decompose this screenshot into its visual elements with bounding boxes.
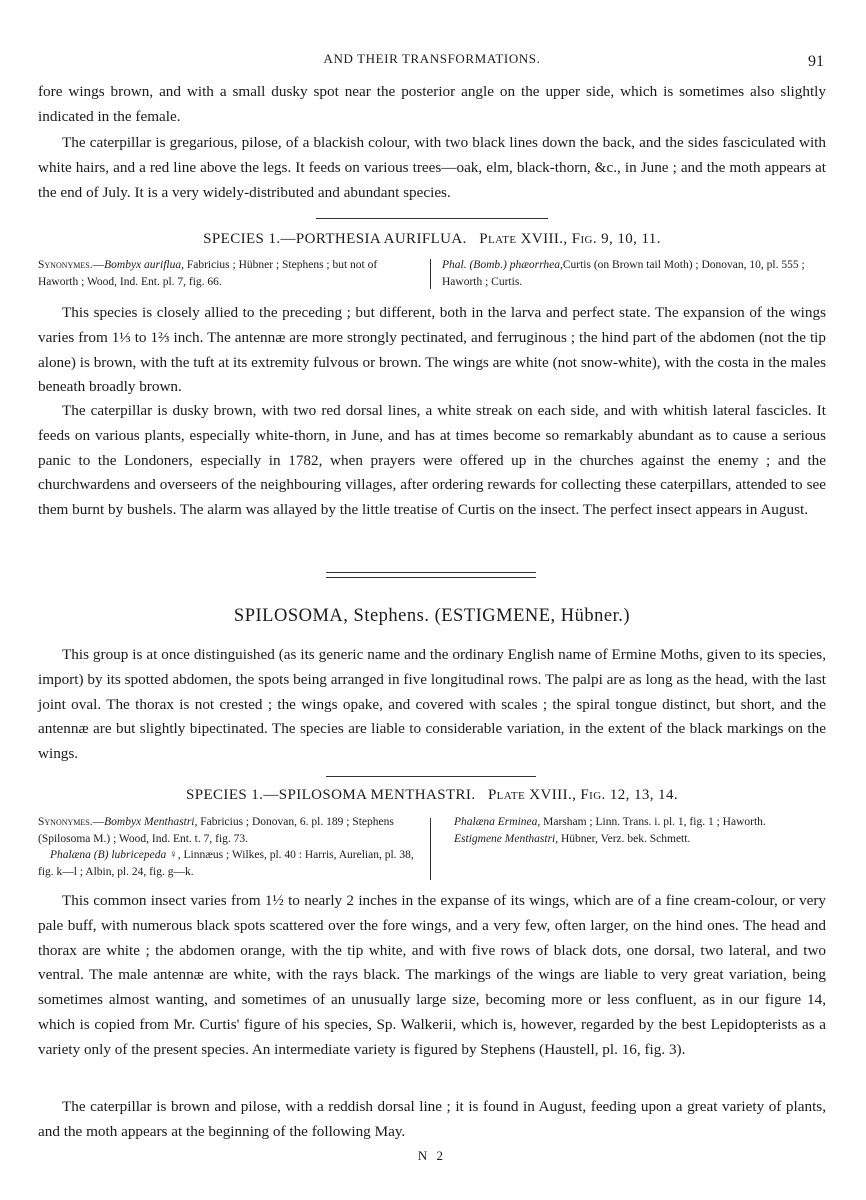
synonym-entry — [38, 847, 422, 880]
porthesia-paragraph-1: This species is closely allied to the preceding ; but different, both in the larva and perfect state. The expansion of the wings varies from 1⅓ to 1⅔ inch. The antennæ are more strongly pectinated, and ferruginous ; the hind part of the abdomen (not the tip alone) is brown, with the tuft at its extremity fulvous or brown. The wings are white (not snow-white), with the costa in the males beneath broadly brown. — [38, 304, 826, 396]
genus-heading-spilosoma: SPILOSOMA, Stephens. (ESTIGMENE, Hübner.) — [233, 606, 631, 626]
species-title: SPECIES 1.—PORTHESIA AURIFLUA. — [203, 231, 467, 247]
synonyms-label: Synonymes.— — [38, 816, 105, 828]
synonyms-left-spilosoma — [38, 814, 422, 880]
signature-mark: N 2 — [417, 1148, 447, 1163]
synonym-text: Fabricius ; Donovan, 6. pl. 189 ; Stephens (Spilosoma M.) ; Wood, Ind. Ent. t. 7, fig. 73. — [38, 816, 394, 845]
synonym-name: Estigmene Menthastri, — [454, 832, 559, 845]
running-head: AND THEIR TRANSFORMATIONS. — [323, 51, 541, 66]
synonym-text: Fabricius ; Hübner ; Stephens ; but not of Haworth ; Wood, Ind. Ent. pl. 7, fig. 66. — [38, 259, 378, 288]
synonyms-divider — [430, 259, 431, 289]
synonym-entry — [38, 814, 422, 847]
page-header — [38, 47, 826, 69]
intro-paragraph-2: The caterpillar is gregarious, pilose, of a blackish colour, with two black lines down the back, and the sides fasciculated with white hairs, and a red line above the legs. It feeds on various trees—oak, elm, black-thorn, &c., in June ; and the moth appears at the end of July. It is a very widely-distributed and abundant species. — [38, 134, 826, 201]
synonym-name: Bombyx Menthastri, — [104, 816, 198, 828]
synonym-text: Linnæus ; Wilkes, pl. 40 : Harris, Aurelian, pl. 38, fig. k—l ; Albin, pl. 24, fig. g—k. — [38, 849, 414, 878]
synonyms-left-porthesia — [38, 257, 414, 290]
section-rule — [316, 218, 548, 219]
species-title: SPECIES 1.—SPILOSOMA MENTHASTRI. — [185, 787, 476, 803]
synonym-text: Hübner, Verz. bek. Schmett. — [558, 832, 691, 845]
plate-reference: Plate XVIII., Fig. 9, 10, 11. — [479, 231, 661, 247]
synonyms-right-porthesia — [442, 257, 826, 290]
synonym-text: Marsham ; Linn. Trans. i. pl. 1, fig. 1 ; Haworth. — [540, 816, 766, 828]
synonym-entry — [442, 814, 826, 831]
section-rule — [326, 776, 536, 777]
synonyms-right-spilosoma — [442, 814, 826, 847]
species-heading-spilosoma — [38, 787, 826, 804]
spilosoma-genus-paragraph: This group is at once distinguished (as its generic name and the ordinary English name of Ermine Moths, given to its species, import) by its spotted abdomen, the spots being arranged in five longitudinal rows. The palpi are as long as the head, with the last joint oval. The thorax is not crested ; the wings opake, and covered with scales ; the spiral tongue distinct, but short, and the antennæ are but slightly bipectinated. The species are liable to considerable variation, in the extent of the black markings on the wings. — [38, 646, 826, 763]
spilosoma-paragraph-1: This common insect varies from 1½ to nearly 2 inches in the expanse of its wings, which are of a fine cream-colour, or very pale buff, with numerous black spots scattered over the fore wings, and a very few, often larger, on the hind ones. The head and thorax are white ; the abdomen orange, with the tip white, and with five rows of black dots, one dorsal, two lateral, and two ventral. The male antennæ are white, with the rays black. The markings of the wings are liable to very great variation, being sometimes almost wanting, and sometimes of an unusually large size, becoming more or less confluent, as in our figure 14, which is copied from Mr. Curtis' figure of his species, Sp. Walkerii, which is, however, regarded by the best Lepidopterists as a variety only of the present species. An intermediate variety is figured by Stephens (Haustell, pl. 16, fig. 3). — [38, 892, 826, 1058]
synonym-name: Phal. (Bomb.) phæorrhea, — [442, 259, 563, 271]
double-rule-bottom — [326, 577, 536, 578]
synonym-name: Bombyx auriflua, — [104, 259, 184, 271]
double-rule-top — [326, 572, 536, 573]
intro-paragraph-1: fore wings brown, and with a small dusky spot near the posterior angle on the upper side, which is sometimes also slightly indicated in the female. — [38, 83, 826, 125]
spilosoma-paragraph-2: The caterpillar is brown and pilose, with a reddish dorsal line ; it is found in August, feeding upon a great variety of plants, and the moth appears at the beginning of the following May. — [38, 1098, 826, 1140]
synonym-name: Phalæna Erminea, — [454, 816, 541, 828]
synonym-name: Phalæna (B) lubricepeda ♀, — [50, 849, 181, 861]
synonyms-label: Synonymes.— — [38, 259, 105, 271]
porthesia-paragraph-2: The caterpillar is dusky brown, with two red dorsal lines, a white streak on each side, and with whitish lateral fascicles. It feeds on various plants, especially white-thorn, in June, and has at times become so remarkably abundant as to cause a serious panic to the Londoners, especially in 1782, when prayers were offered up in the churches against the enemy ; and the churchwardens and overseers of the neighbouring villages, after ordering rewards for collecting these caterpillars, attended to see them burnt by bushels. The alarm was allayed by the little treatise of Curtis on the insect. The perfect insect appears in August. — [38, 402, 826, 519]
synonyms-divider — [430, 818, 431, 880]
page-number: 91 — [808, 53, 824, 70]
plate-reference: Plate XVIII., Fig. 12, 13, 14. — [487, 787, 679, 803]
synonym-text: Curtis (on Brown tail Moth) ; Donovan, 10, pl. 555 ; Haworth ; Curtis. — [442, 259, 805, 288]
synonym-entry — [442, 831, 826, 848]
species-heading-porthesia — [38, 231, 826, 248]
